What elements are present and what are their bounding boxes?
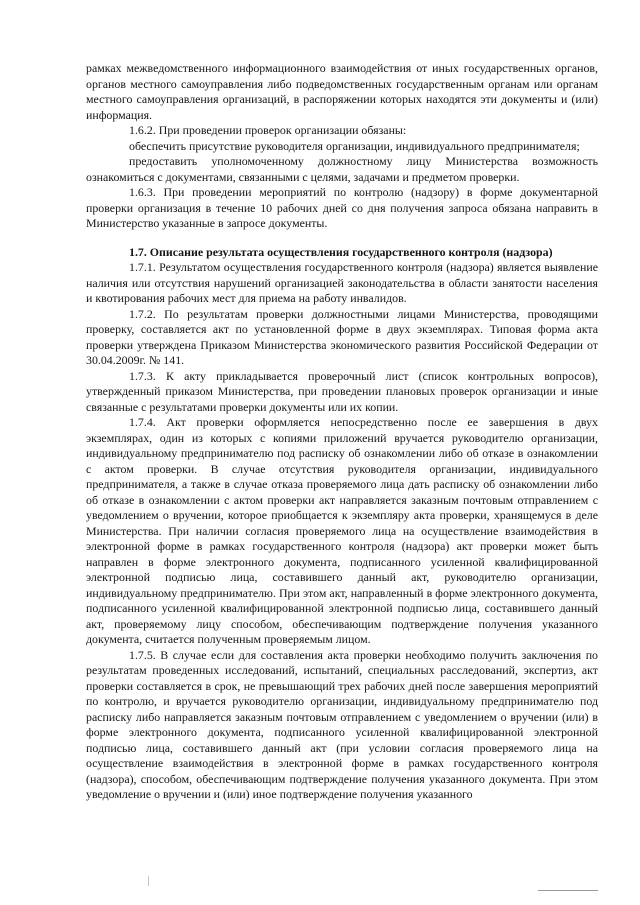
paragraph-obligation-documents: предоставить уполномоченному должностному лицу Министерства возможность ознакомиться с документами, связанными с целями, задачами и предметом проверки. — [86, 154, 598, 184]
paragraph-1-6-2: 1.6.2. При проведении проверок организации обязаны: — [129, 123, 407, 137]
paragraph-1-7-3: 1.7.3. К акту прикладывается проверочный лист (список контрольных вопросов), утвержденный приказом Министерства, при проведении плановых проверок организации и иные связанные с результатами проверки документы или их копии. — [86, 368, 598, 414]
paragraph-obligation-presence: обеспечить присутствие руководителя организации, индивидуального предпринимателя; — [129, 138, 580, 153]
paragraph-1-7-5: 1.7.5. В случае если для составления акта проверки необходимо получить заключения по результатам проведенных исследований, испытаний, специальных расследований, экспертиз, акт проверки составляется в срок, не превышающий трех рабочих дней после завершения мероприятий по контролю, и вручается руководителю организации, индивидуальному предпринимателю под расписку либо направляется заказным почтовым отправлением с уведомлением о вручении (или) в форме электронного документа, подписанного усиленной квалифицированной электронной подписью лица, составившего данный акт (при условии согласия проверяемого лица на осуществление взаимодействия в электронной форме в рамках государственного контроля (надзора), способом, обеспечивающим подтверждение получения указанного документа. При этом уведомление о вручении и (или) иное подтверждение получения указанного — [86, 647, 598, 801]
document-body — [86, 61, 598, 803]
paragraph-1-7-2: 1.7.2. По результатам проверки должностными лицами Министерства, проводящими проверку, составляется акт по установленной форме в двух экземплярах. Типовая форма акта проверки утверждена Приказом Министерства экономического развития Российской Федерации от 30.04.2009г. № 141. — [86, 306, 598, 367]
scan-artifact — [148, 876, 149, 886]
footer-rule — [538, 890, 598, 891]
paragraph-1-7-1: 1.7.1. Результатом осуществления государственного контроля (надзора) является выявление наличия или отсутствия нарушений организацией законодательства в области занятости населения и квотирования рабочих мест для приема на работу инвалидов. — [86, 260, 598, 305]
paragraph-continuation: рамках межведомственного информационного взаимодействия от иных государственных органов, органов местного самоуправления либо подведомственных государственным органам или органам местного самоуправления организаций, в распоряжении которых находятся эти документы и (или) информация. — [86, 61, 598, 122]
paragraph-1-7-4: 1.7.4. Акт проверки оформляется непосредственно после ее завершения в двух экземплярах, один из которых с копиями приложений вручается руководителю организации, индивидуальному предпринимателю под расписку об ознакомлении либо об отказе в ознакомлении с актом проверки. В случае отсутствия руководителя организации, индивидуального предпринимателя, а также в случае отказа проверяемого лица дать расписку об ознакомлении либо об отказе в ознакомлении с актом проверки акт направляется заказным почтовым отправлением с уведомлением о вручении, которое приобщается к экземпляру акта проверки, хранящемуся в деле Министерства. При наличии согласия проверяемого лица на осуществление взаимодействия в электронной форме в рамках государственного контроля (надзора) акт проверки может быть направлен в форме электронного документа, подписанного усиленной квалифицированной электронной подписью лица, составившего данный акт, руководителю организации, индивидуальному предпринимателю. При этом акт, направленный в форме электронного документа, подписанного усиленной квалифицированной электронной подписью лица, составившего данный акт, проверяемому лицу способом, обеспечивающим подтверждение получения указанного документа, считается полученным проверяемым лицом. — [86, 415, 598, 646]
section-heading-1-7: 1.7. Описание результата осуществления государственного контроля (надзора) — [129, 244, 553, 259]
paragraph-1-6-3: 1.6.3. При проведении мероприятий по контролю (надзору) в форме документарной проверки организация в течение 10 рабочих дней со дня получения запроса обязана направить в Министерство указанные в запросе документы. — [86, 185, 598, 230]
